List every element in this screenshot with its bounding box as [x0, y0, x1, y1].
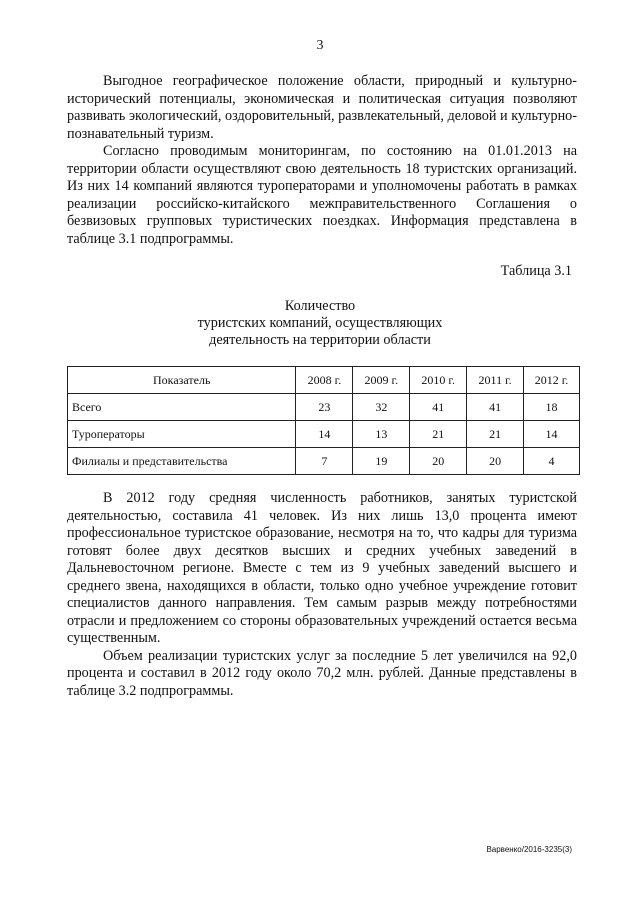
- table-title: [0, 298, 640, 349]
- after-table-paragraph-1: В 2012 году средняя численность работников, занятых туристской деятельностью, составила 41 человек. Из них лишь 13,0 процента имеют профессиональное туристское образование, несмотря на то, что кадры для туризма готовят более двух десятков высших и средних учебных заведений в Дальневосточном регионе. Вместе с тем из 9 учебных заведений высшего и среднего звена, находящихся в области, только одно учебное учреждение готовит специалистов данного направления. Тем самым разрыв между потребностями отрасли и предложением со стороны образовательных учреждений остается весьма существенным.: [67, 490, 577, 646]
- cell-value: 4: [524, 448, 580, 475]
- table-title-line-2: туристских компаний, осуществляющих: [197, 315, 443, 331]
- cell-value: 23: [296, 394, 353, 421]
- row-label: Туроператоры: [68, 421, 296, 448]
- cell-value: 7: [296, 448, 353, 475]
- header-2012: 2012 г.: [524, 367, 580, 394]
- table-title-line-3: деятельность на территории области: [209, 332, 431, 348]
- cell-value: 32: [353, 394, 410, 421]
- header-2008: 2008 г.: [296, 367, 353, 394]
- cell-value: 18: [524, 394, 580, 421]
- intro-paragraph-1: Выгодное географическое положение области, природный и культурно-исторический потенциалы, экономическая и политическая ситуация позволяют развивать экологический, оздоровительный, развлекательный, деловой и культурно-познавательный туризм.: [67, 73, 577, 142]
- after-table-paragraph-2: Объем реализации туристских услуг за последние 5 лет увеличился на 92,0 процента и составил в 2012 году около 70,2 млн. рублей. Данные представлены в таблице 3.2 подпрограммы.: [67, 647, 577, 699]
- cell-value: 41: [410, 394, 467, 421]
- cell-value: 20: [410, 448, 467, 475]
- cell-value: 41: [467, 394, 524, 421]
- table-row: [68, 394, 580, 421]
- header-2010: 2010 г.: [410, 367, 467, 394]
- table-title-line-1: Количество: [284, 298, 356, 314]
- intro-paragraph-2: Согласно проводимым мониторингам, по состоянию на 01.01.2013 на территории области осуществляют свою деятельность 18 туристских организаций. Из них 14 компаний являются туроператорами и уполномочены работать в рамках реализации российско-китайского межправительственного Соглашения о безвизовых групповых туристических поездках. Информация представлена в таблице 3.1 подпрограммы.: [67, 143, 577, 247]
- tour-companies-table: [67, 366, 580, 475]
- row-label: Филиалы и представительства: [68, 448, 296, 475]
- document-code: Варвенко/2016-3235(3): [486, 845, 572, 854]
- page-number: 3: [316, 38, 324, 53]
- cell-value: 14: [296, 421, 353, 448]
- row-label: Всего: [68, 394, 296, 421]
- cell-value: 13: [353, 421, 410, 448]
- cell-value: 19: [353, 448, 410, 475]
- table-row: [68, 448, 580, 475]
- header-indicator: Показатель: [68, 367, 296, 394]
- header-2011: 2011 г.: [467, 367, 524, 394]
- table-row: [68, 421, 580, 448]
- table-header-row: [68, 367, 580, 394]
- cell-value: 21: [467, 421, 524, 448]
- cell-value: 21: [410, 421, 467, 448]
- cell-value: 20: [467, 448, 524, 475]
- intro-text: [67, 73, 577, 248]
- table-label: Таблица 3.1: [500, 263, 572, 279]
- header-2009: 2009 г.: [353, 367, 410, 394]
- after-table-text: [67, 490, 577, 700]
- cell-value: 14: [524, 421, 580, 448]
